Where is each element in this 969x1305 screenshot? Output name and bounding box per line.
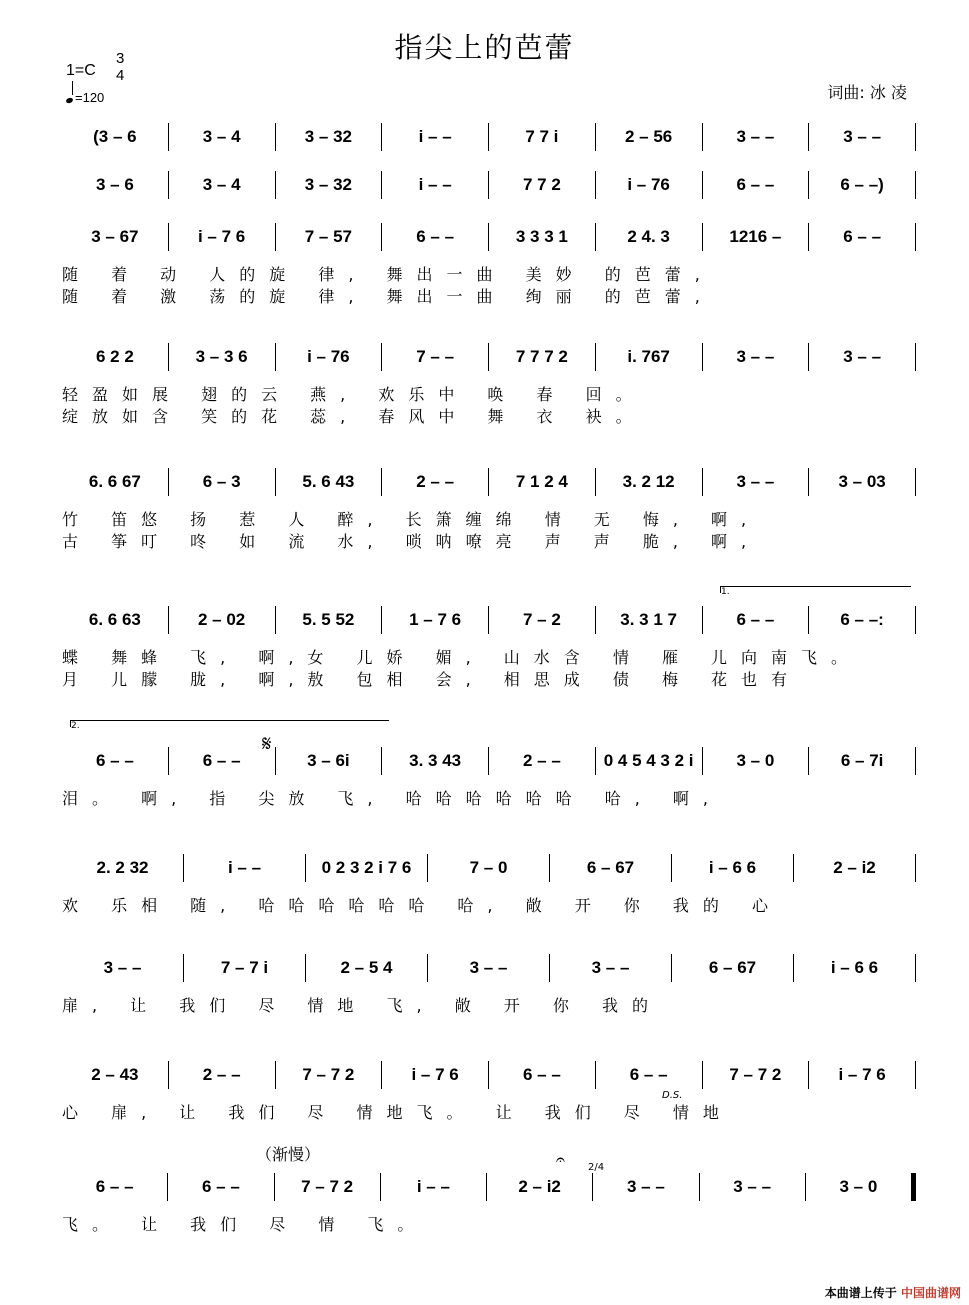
measure: 7 – 7 2 bbox=[729, 1065, 782, 1084]
measure: 6 – – bbox=[95, 1177, 134, 1196]
footer-text: 本曲谱上传于 bbox=[824, 1286, 897, 1300]
notation-row bbox=[62, 344, 916, 370]
measure: i – 76 bbox=[627, 175, 670, 194]
first-ending-label: 1. bbox=[721, 587, 730, 597]
measure: 3 – 0 bbox=[736, 751, 775, 770]
measure: 2 – i2 bbox=[833, 858, 876, 877]
notation-row bbox=[62, 172, 916, 198]
measure: 6 – 7i bbox=[840, 751, 884, 770]
barline bbox=[915, 123, 916, 151]
time-signature-top: 3 bbox=[116, 50, 125, 67]
measure: 6 – –) bbox=[840, 175, 884, 194]
lyric-line: 心 扉, 让 我们 尽 情地飞。 让 我们 尽 情地 bbox=[62, 1103, 733, 1122]
measure: 6 – – bbox=[843, 227, 882, 246]
segno-mark: 𝄋 bbox=[262, 732, 272, 757]
measure: 6. 6 67 bbox=[88, 472, 141, 491]
measure: 7 – 57 bbox=[304, 227, 352, 246]
measure: 6 – – bbox=[736, 175, 775, 194]
measure: 6 – 67 bbox=[708, 958, 757, 977]
lyric-line: 古 筝叮 咚 如 流 水, 唢呐嘹亮 声 声 脆, 啊, bbox=[62, 532, 761, 551]
measure: 7 – 0 bbox=[469, 858, 508, 877]
measure: i – – bbox=[227, 858, 262, 877]
measure: 3 – 4 bbox=[202, 127, 241, 146]
lyric-line: 随 着 激 荡的旋 律, 舞出一曲 绚丽 的芭蕾, bbox=[62, 287, 714, 306]
measure: 0 2 3 2 i 7 6 bbox=[321, 858, 412, 877]
lyric-line: 扉, 让 我们 尽 情地 飞, 敞 开 你 我的 bbox=[62, 996, 662, 1015]
measure: 3 – 6 bbox=[95, 175, 134, 194]
measure: 7 – – bbox=[416, 347, 455, 366]
measure: 6 – – bbox=[629, 1065, 668, 1084]
measure: 6 2 2 bbox=[95, 347, 134, 366]
measure: 7 7 i bbox=[525, 127, 559, 146]
second-ending-label: 2. bbox=[71, 721, 80, 731]
measure: 2 – 5 4 bbox=[340, 958, 393, 977]
lyric-line: 竹 笛悠 扬 惹 人 醉, 长箫缠绵 情 无 悔, 啊, bbox=[62, 510, 761, 529]
measure: 1 – 7 6 bbox=[409, 610, 462, 629]
measure: 3 3 3 1 bbox=[515, 227, 568, 246]
measure: 3. 3 1 7 bbox=[620, 610, 677, 629]
measure: 3. 3 43 bbox=[409, 751, 462, 770]
measure: 6 – 3 bbox=[202, 472, 241, 491]
measure: 3 – – bbox=[736, 347, 775, 366]
first-ending-bracket bbox=[720, 586, 911, 597]
measure: 3 – – bbox=[736, 472, 775, 491]
time-signature bbox=[116, 50, 124, 84]
barline bbox=[915, 171, 916, 199]
measure: i – 7 6 bbox=[411, 1065, 459, 1084]
footer bbox=[825, 1284, 961, 1301]
measure: 3 – 0 bbox=[839, 1177, 878, 1196]
tempo-marking bbox=[66, 88, 104, 105]
measure: 7 7 7 2 bbox=[515, 347, 568, 366]
barline bbox=[915, 343, 916, 371]
measure: 2 – 02 bbox=[197, 610, 246, 629]
tempo-value: =120 bbox=[75, 90, 105, 105]
notation-row bbox=[62, 955, 916, 981]
measure: 7 – 7 2 bbox=[301, 1177, 354, 1196]
measure: 3 – 4 bbox=[202, 175, 241, 194]
measure: 3 – – bbox=[103, 958, 142, 977]
measure: 6 – – bbox=[416, 227, 455, 246]
measure: i. 767 bbox=[627, 347, 670, 366]
second-ending-bracket bbox=[70, 720, 389, 731]
measure: 6 – – bbox=[202, 751, 241, 770]
fermata-mark: 𝄐 bbox=[556, 1150, 565, 1169]
score-system bbox=[62, 172, 916, 198]
measure: 6 – – bbox=[736, 610, 775, 629]
measure: 6 – – bbox=[522, 1065, 561, 1084]
measure: 3 – 32 bbox=[304, 127, 352, 146]
lyric-line: 欢 乐相 随, 哈哈哈哈哈哈 哈, 敞 开 你 我的 心 bbox=[62, 896, 782, 915]
measure: i – – bbox=[416, 1177, 450, 1196]
barline bbox=[915, 747, 916, 775]
measure: 3 – – bbox=[733, 1177, 772, 1196]
measure: 5. 5 52 bbox=[302, 610, 355, 629]
score-system bbox=[62, 748, 916, 810]
measure: 3 – 03 bbox=[838, 472, 886, 491]
measure: 3 – 67 bbox=[91, 227, 139, 246]
barline bbox=[911, 1173, 916, 1201]
measure: 6. 6 63 bbox=[88, 610, 141, 629]
barline bbox=[915, 468, 916, 496]
measure: 2 – 56 bbox=[624, 127, 673, 146]
measure: 2 – – bbox=[202, 1065, 241, 1084]
measure: 2 – i2 bbox=[518, 1177, 561, 1196]
measure: 7 – 7 i bbox=[220, 958, 269, 977]
lyric-line: 月 儿朦 胧, 啊,敖 包相 会, 相思成 债 梅 花也有 bbox=[62, 670, 802, 689]
barline bbox=[915, 223, 916, 251]
lyric-line: 绽放如含 笑的花 蕊, 春风中 舞 衣 袂。 bbox=[62, 407, 646, 426]
time-change-mark: 2/4 bbox=[588, 1162, 605, 1173]
notation-row bbox=[62, 607, 916, 633]
measure: 7 1 2 4 bbox=[515, 472, 568, 491]
score-system bbox=[62, 955, 916, 1017]
score-system bbox=[62, 855, 916, 917]
measure: i – 7 6 bbox=[838, 1065, 886, 1084]
measure: 3 – – bbox=[843, 347, 882, 366]
barline bbox=[915, 854, 916, 882]
notation-row bbox=[62, 469, 916, 495]
notation-row bbox=[62, 855, 916, 881]
measure: 6 – 67 bbox=[586, 858, 635, 877]
measure: 3 – 6i bbox=[307, 751, 350, 770]
time-signature-bottom: 4 bbox=[116, 67, 125, 84]
lyric-line: 蝶 舞蜂 飞, 啊,女 儿娇 媚, 山水含 情 雁 儿向南飞。 bbox=[62, 648, 862, 667]
notation-row bbox=[62, 1174, 916, 1200]
measure: 3 – – bbox=[469, 958, 508, 977]
lyric-line: 泪。 啊, 指 尖放 飞, 哈哈哈哈哈哈 哈, 啊, bbox=[62, 789, 722, 808]
measure: 3 – – bbox=[626, 1177, 665, 1196]
measure: 6 – – bbox=[201, 1177, 240, 1196]
measure: 7 7 2 bbox=[522, 175, 561, 194]
notation-row bbox=[62, 1062, 916, 1088]
lyric-line: 轻盈如展 翅的云 燕, 欢乐中 唤 春 回。 bbox=[62, 385, 646, 404]
score-system bbox=[62, 124, 916, 150]
measure: 6 – – bbox=[95, 751, 134, 770]
measure: 3 – – bbox=[843, 127, 882, 146]
measure: i – – bbox=[418, 175, 452, 194]
measure: 3 – – bbox=[591, 958, 630, 977]
barline bbox=[915, 606, 916, 634]
score-system bbox=[62, 469, 916, 553]
measure: i – – bbox=[418, 127, 452, 146]
measure: 0 4 5 4 3 2 i bbox=[603, 751, 694, 770]
barline bbox=[915, 954, 916, 982]
notation-row bbox=[62, 124, 916, 150]
measure: 2. 2 32 bbox=[96, 858, 149, 877]
credit-line: 词曲: 冰 凌 bbox=[827, 83, 907, 102]
measure: i – 76 bbox=[307, 347, 350, 366]
measure: 5. 6 43 bbox=[302, 472, 355, 491]
measure: 2 4. 3 bbox=[627, 227, 670, 246]
quarter-note-stem bbox=[72, 81, 73, 95]
measure: i – 7 6 bbox=[197, 227, 246, 246]
measure: 2 – – bbox=[416, 472, 455, 491]
measure: i – 6 6 bbox=[708, 858, 757, 877]
site-logo: 中国曲谱网 bbox=[900, 1286, 961, 1300]
measure: 7 – 2 bbox=[522, 610, 561, 629]
score-system bbox=[62, 344, 916, 428]
lyric-line: 飞。 让 我们 尽 情 飞。 bbox=[62, 1215, 428, 1234]
measure: i – 6 6 bbox=[830, 958, 879, 977]
measure: 6 – –: bbox=[840, 610, 884, 629]
measure: 2 – 43 bbox=[91, 1065, 139, 1084]
measure: 3. 2 12 bbox=[622, 472, 675, 491]
ritard-mark: （渐慢） bbox=[256, 1145, 321, 1164]
measure: 1216 – bbox=[729, 227, 782, 246]
song-title: 指尖上的芭蕾 bbox=[394, 31, 575, 64]
barline bbox=[915, 1061, 916, 1089]
score-system bbox=[62, 607, 916, 691]
score-system bbox=[62, 1062, 916, 1124]
measure: 7 – 7 2 bbox=[302, 1065, 355, 1084]
ds-mark: D.S. bbox=[662, 1090, 683, 1101]
notation-row bbox=[62, 748, 916, 774]
score-system bbox=[62, 1174, 916, 1236]
measure: 3 – 32 bbox=[304, 175, 352, 194]
lyric-line: 随 着 动 人的旋 律, 舞出一曲 美妙 的芭蕾, bbox=[62, 265, 714, 284]
measure: (3 – 6 bbox=[93, 127, 137, 146]
measure: 3 – – bbox=[736, 127, 775, 146]
key-signature: 1=C bbox=[66, 62, 96, 79]
measure: 3 – 3 6 bbox=[195, 347, 248, 366]
measure: 2 – – bbox=[522, 751, 561, 770]
notation-row bbox=[62, 224, 916, 250]
quarter-note-icon bbox=[65, 97, 73, 104]
score-system bbox=[62, 224, 916, 308]
